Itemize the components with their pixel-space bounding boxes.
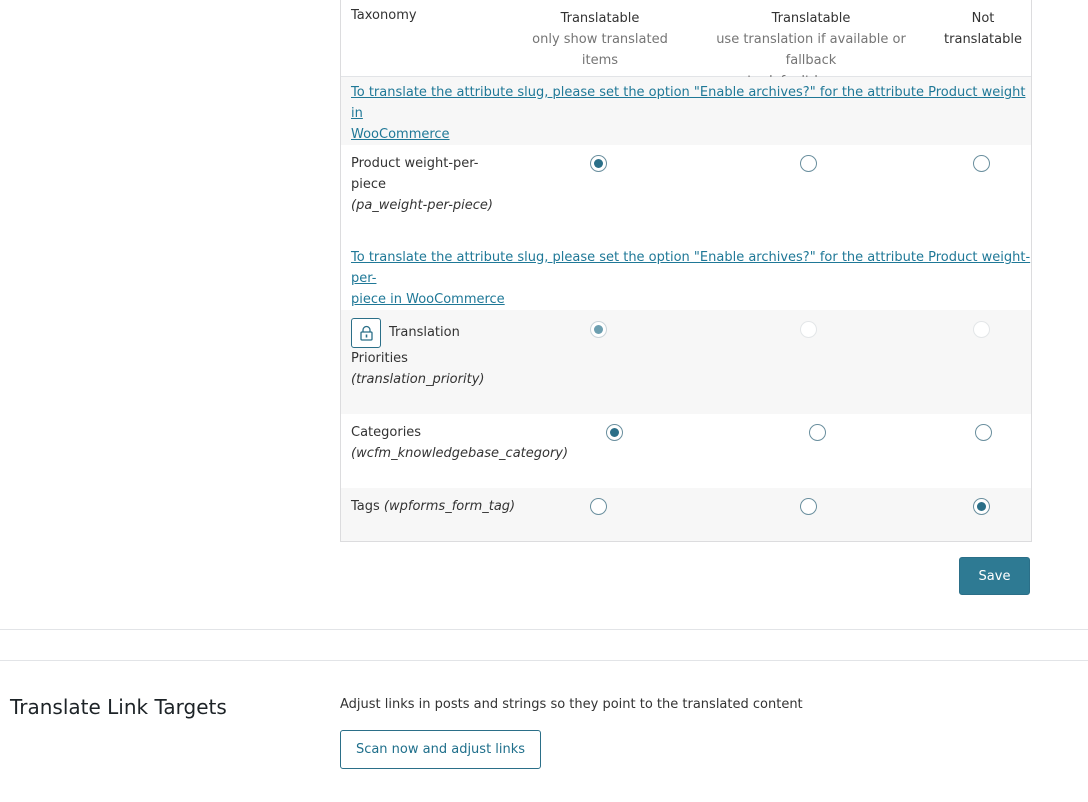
taxonomy-name-translation-line1: Translation: [389, 325, 460, 340]
radio-not-translatable[interactable]: [973, 155, 990, 172]
taxonomy-name-tags: Tags (wpforms_form_tag): [351, 499, 516, 514]
radio-not-translatable[interactable]: [973, 498, 990, 515]
header-translatable-fallback: Translatable use translation if available or fallback: [716, 11, 906, 68]
section-divider: [0, 629, 1088, 630]
radio-translatable-fallback[interactable]: [809, 424, 826, 441]
table-row-tags: [341, 488, 1031, 541]
taxonomy-name-weight-per-piece: Product weight-per- piece (pa_weight-per-piece): [351, 156, 493, 213]
taxonomy-table: [340, 0, 1032, 542]
header-not-translatable: Not translatable: [944, 11, 1022, 47]
radio-translatable-only[interactable]: [590, 498, 607, 515]
header-translatable-only: Translatable only show translated items: [532, 11, 668, 68]
radio-translatable-only[interactable]: [606, 424, 623, 441]
radio-not-translatable[interactable]: [975, 424, 992, 441]
radio-translatable-fallback[interactable]: [800, 498, 817, 515]
table-header: [341, 0, 1031, 77]
table-row-categories: [341, 414, 1031, 488]
section-title-translate-link-targets: Translate Link Targets: [10, 695, 227, 719]
lock-icon: [358, 325, 375, 342]
scan-adjust-links-button[interactable]: Scan now and adjust links: [340, 730, 541, 769]
section-description: Adjust links in posts and strings so they point to the translated content: [340, 697, 803, 712]
taxonomy-name-translation-priorities: Priorities (translation_priority): [351, 351, 485, 387]
radio-translatable-only[interactable]: [590, 321, 607, 338]
radio-not-translatable[interactable]: [973, 321, 990, 338]
slug-notice-link-weight[interactable]: To translate the attribute slug, please set the option "Enable archives?" for the attribute Product weight in WooCommerce: [351, 85, 1026, 142]
radio-translatable-fallback[interactable]: [800, 321, 817, 338]
unlock-button[interactable]: [351, 318, 381, 348]
section-divider: [0, 660, 1088, 661]
table-row-weight-per-piece: [341, 145, 1031, 310]
slug-notice-link-weight-per-piece[interactable]: To translate the attribute slug, please set the option "Enable archives?" for the attribute Product weight-per- piece in WooCommerce: [351, 250, 1031, 307]
table-row-weight-notice: [341, 77, 1031, 145]
table-row-translation-priorities: [341, 310, 1031, 414]
taxonomy-name-categories: Categories (wcfm_knowledgebase_category): [351, 425, 569, 461]
header-taxonomy: Taxonomy: [351, 8, 417, 23]
save-button[interactable]: Save: [959, 557, 1030, 595]
radio-translatable-fallback[interactable]: [800, 155, 817, 172]
radio-translatable-only[interactable]: [590, 155, 607, 172]
